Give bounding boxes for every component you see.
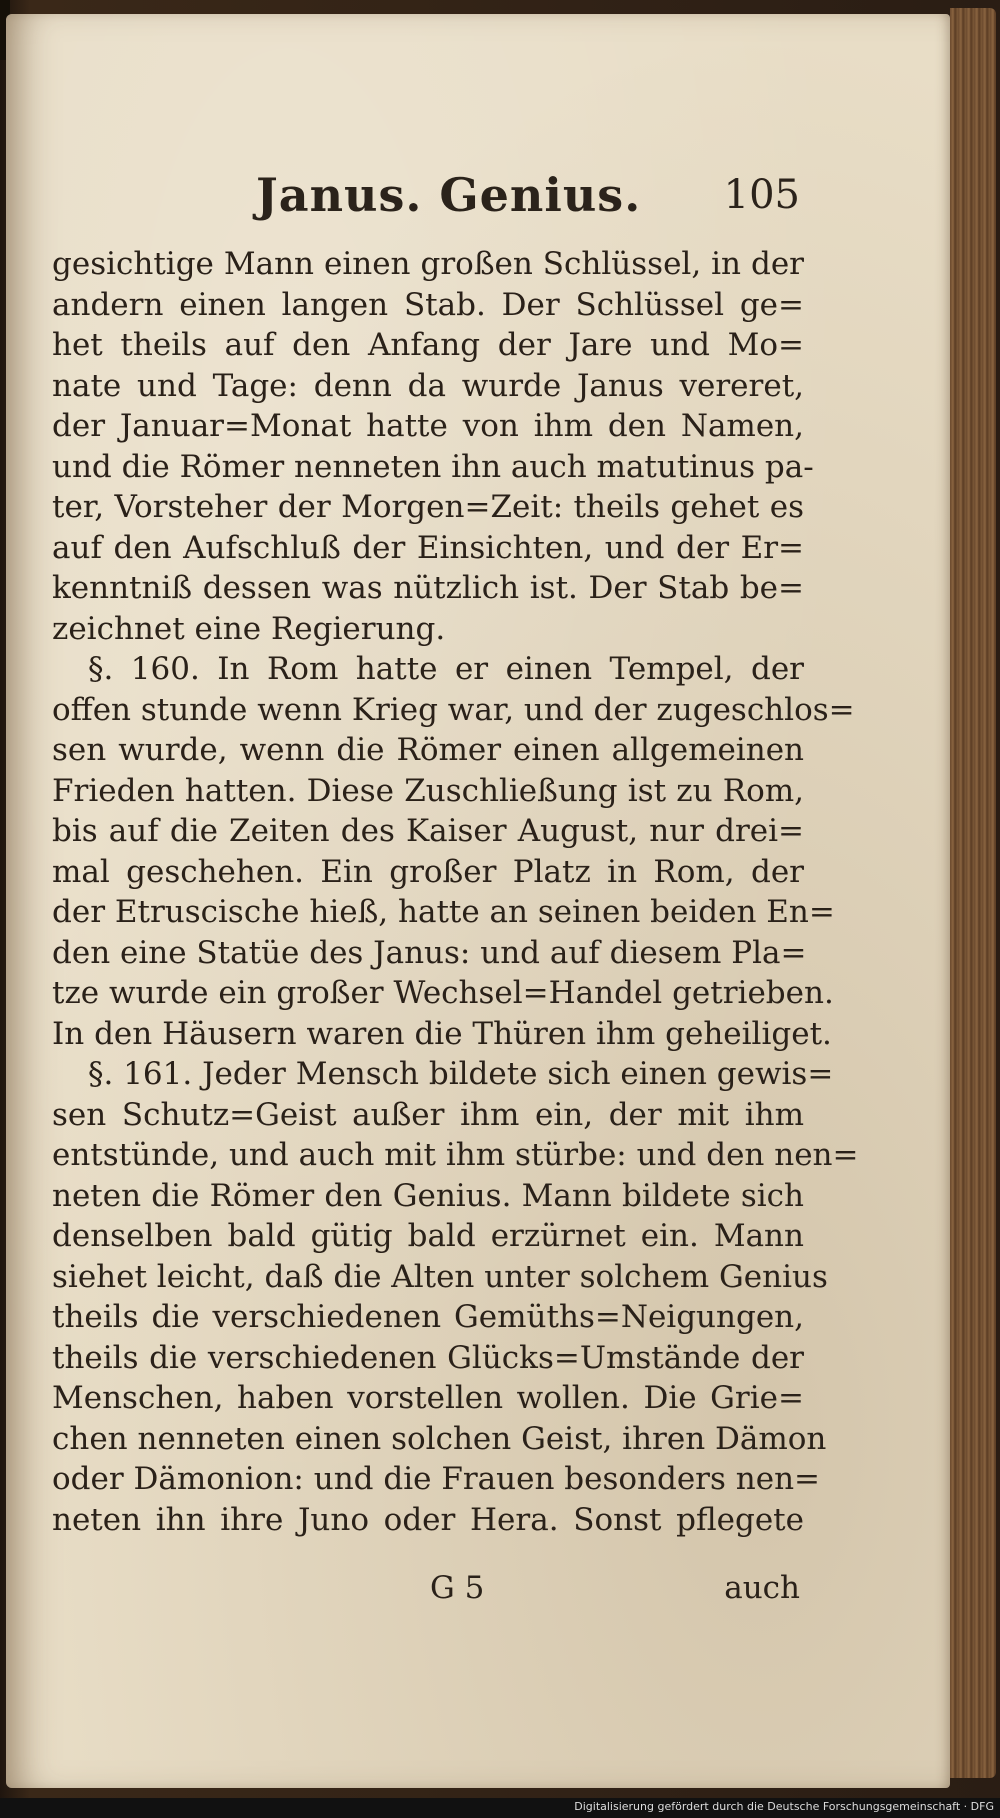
text-line: andern einen langen Stab. Der Schlüssel ge=: [52, 286, 804, 323]
header-title: Janus. Genius.: [256, 168, 642, 222]
text-line: oder Dämonion: und die Frauen besonders nen=: [52, 1461, 821, 1497]
text-line: kenntniß dessen was nützlich ist. Der Stab be=: [52, 570, 804, 606]
text-line: Menschen, haben vorstellen wollen. Die Grie=: [52, 1380, 804, 1416]
text-line: auf den Aufschluß der Einsichten, und der Er=: [52, 529, 804, 566]
text-line: neten die Römer den Genius. Mann bildete sich: [52, 1177, 804, 1214]
text-line: denselben bald gütig bald erzürnet ein. Mann: [52, 1218, 804, 1254]
text-line: der Etruscische hieß, hatte an seinen beiden En=: [52, 894, 835, 930]
text-line: Frieden hatten. Diese Zuschließung ist zu Rom,: [52, 772, 804, 809]
text-line: mal geschehen. Ein großer Platz in Rom, der: [52, 853, 804, 890]
text-line: neten ihn ihre Juno oder Hera. Sonst pflegete: [52, 1501, 804, 1538]
text-line: zeichnet eine Regierung.: [52, 610, 446, 647]
text-line: offen stunde wenn Krieg war, und der zugeschlos=: [52, 691, 855, 728]
signature-mark: G 5: [430, 1570, 485, 1606]
digitization-credit: Digitalisierung gefördert durch die Deutsche Forschungsgemeinschaft · DFG: [574, 1800, 994, 1813]
paragraph-start-line: §. 160. In Rom hatte er einen Tempel, der: [88, 651, 804, 687]
text-line: sen Schutz=Geist außer ihm ein, der mit ihm: [52, 1096, 804, 1133]
text-line: theils die verschiedenen Glücks=Umstände der: [52, 1339, 804, 1376]
text-line: der Januar=Monat hatte von ihm den Namen,: [52, 408, 804, 444]
text-line: theils die verschiedenen Gemüths=Neigungen,: [52, 1299, 804, 1335]
text-line: siehet leicht, daß die Alten unter solchem Genius: [52, 1258, 828, 1295]
text-line: sen wurde, wenn die Römer einen allgemeinen: [52, 732, 804, 768]
page-footer: [52, 1570, 804, 1614]
text-line: ter, Vorsteher der Morgen=Zeit: theils gehet es: [52, 489, 804, 525]
text-line: den eine Statüe des Janus: und auf diesem Pla=: [52, 934, 807, 971]
page-number: 105: [723, 172, 800, 218]
text-line: und die Römer nenneten ihn auch matutinus pa-: [52, 448, 814, 485]
book-page-edges: [950, 8, 996, 1778]
text-line: gesichtige Mann einen großen Schlüssel, in der: [52, 246, 804, 282]
text-line: nate und Tage: denn da wurde Janus vereret,: [52, 367, 804, 404]
text-line: In den Häusern waren die Thüren ihm geheiliget.: [52, 1015, 832, 1052]
text-line: tze wurde ein großer Wechsel=Handel getrieben.: [52, 975, 834, 1011]
body-text: [52, 244, 859, 1540]
text-line: entstünde, und auch mit ihm stürbe: und den nen=: [52, 1137, 859, 1173]
running-head: [60, 168, 800, 238]
paragraph-start-line: §. 161. Jeder Mensch bildete sich einen gewis=: [88, 1056, 834, 1092]
text-line: chen nenneten einen solchen Geist, ihren Dämon: [52, 1420, 827, 1457]
catchword: auch: [724, 1570, 800, 1606]
text-line: het theils auf den Anfang der Jare und Mo=: [52, 327, 804, 363]
text-line: bis auf die Zeiten des Kaiser August, nur drei=: [52, 813, 804, 849]
